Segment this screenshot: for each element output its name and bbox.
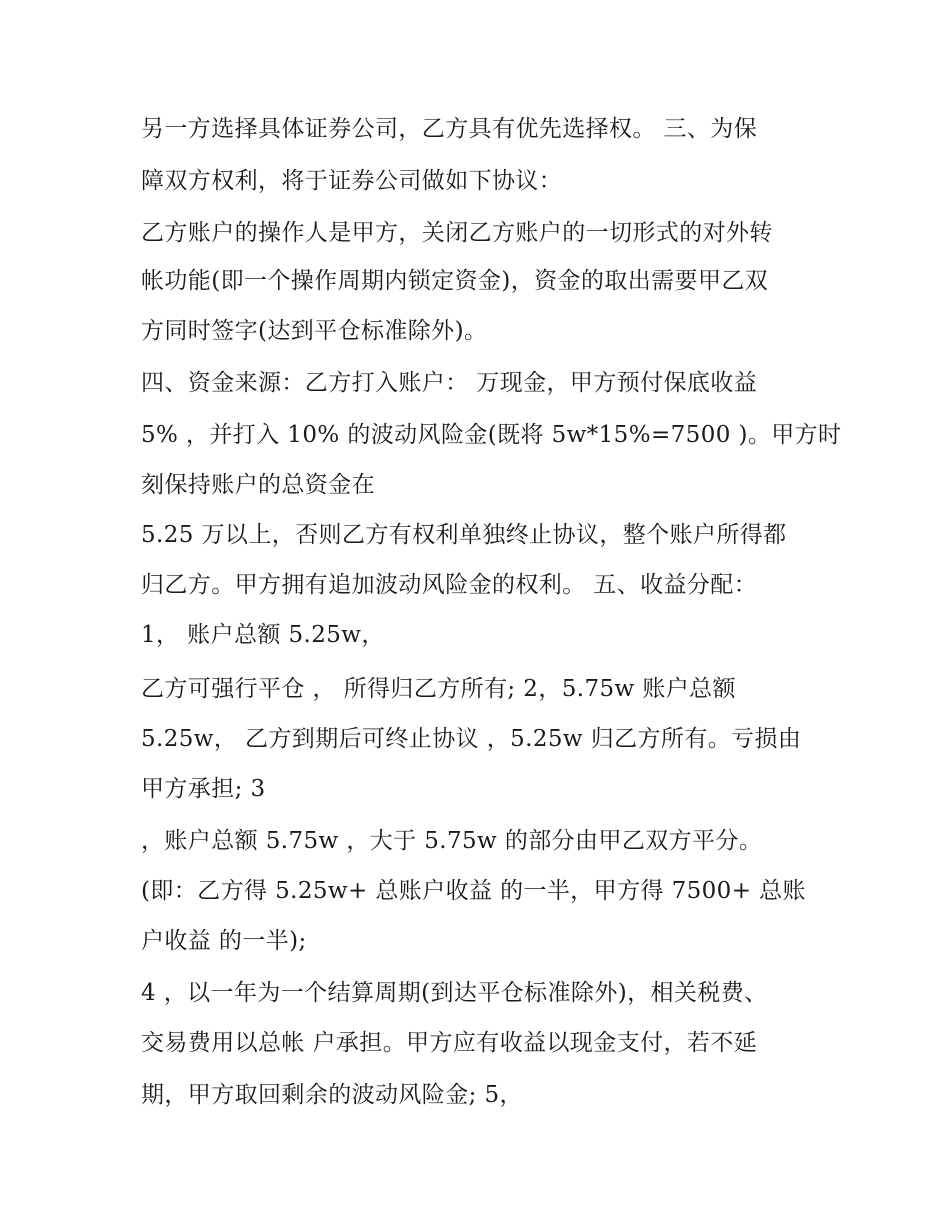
text-line-7: 5% ，并打入 10% 的波动风险金(既将 5w*15%=7500 )。甲方时 <box>141 422 842 448</box>
text-line-18: 4 ，以一年为一个结算周期(到达平仓标准除外)，相关税费、 <box>141 980 768 1006</box>
text-line-15: ，账户总额 5.75w ，大于 5.75w 的部分由甲乙双方平分。 <box>141 828 763 854</box>
text-line-16: (即：乙方得 5.25w+ 总账户收益 的一半，甲方得 7500+ 总账 <box>141 878 806 904</box>
text-line-20: 期，甲方取回剩余的波动风险金; 5， <box>141 1082 523 1108</box>
text-line-14: 甲方承担; 3 <box>141 776 266 802</box>
text-line-19: 交易费用以总帐 户承担。甲方应有收益以现金支付，若不延 <box>141 1030 758 1056</box>
text-line-4: 帐功能(即一个操作周期内锁定资金)，资金的取出需要甲乙双 <box>141 268 769 294</box>
text-line-5: 方同时签字(达到平仓标准除外)。 <box>141 318 488 344</box>
text-line-17: 户收益 的一半); <box>141 928 307 954</box>
text-line-10: 归乙方。甲方拥有追加波动风险金的权利。 五、收益分配： <box>141 572 758 598</box>
text-line-12: 乙方可强行平仓 ， 所得归乙方所有; 2，5.75w 账户总额 <box>141 676 736 702</box>
text-line-8: 刻保持账户的总资金在 <box>141 472 375 498</box>
text-line-1: 另一方选择具体证券公司，乙方具有优先选择权。 三、为保 <box>141 116 758 142</box>
text-line-3: 乙方账户的操作人是甲方，关闭乙方账户的一切形式的对外转 <box>141 220 773 246</box>
text-line-11: 1， 账户总额 5.25w， <box>141 622 385 648</box>
text-line-6: 四、资金来源：乙方打入账户： 万现金，甲方预付保底收益 <box>141 370 758 396</box>
text-line-2: 障双方权利，将于证券公司做如下协议： <box>141 168 563 194</box>
text-line-9: 5.25 万以上，否则乙方有权利单独终止协议，整个账户所得都 <box>141 522 787 548</box>
text-line-13: 5.25w， 乙方到期后可终止协议 ，5.25w 归乙方所有。亏损由 <box>141 726 802 752</box>
